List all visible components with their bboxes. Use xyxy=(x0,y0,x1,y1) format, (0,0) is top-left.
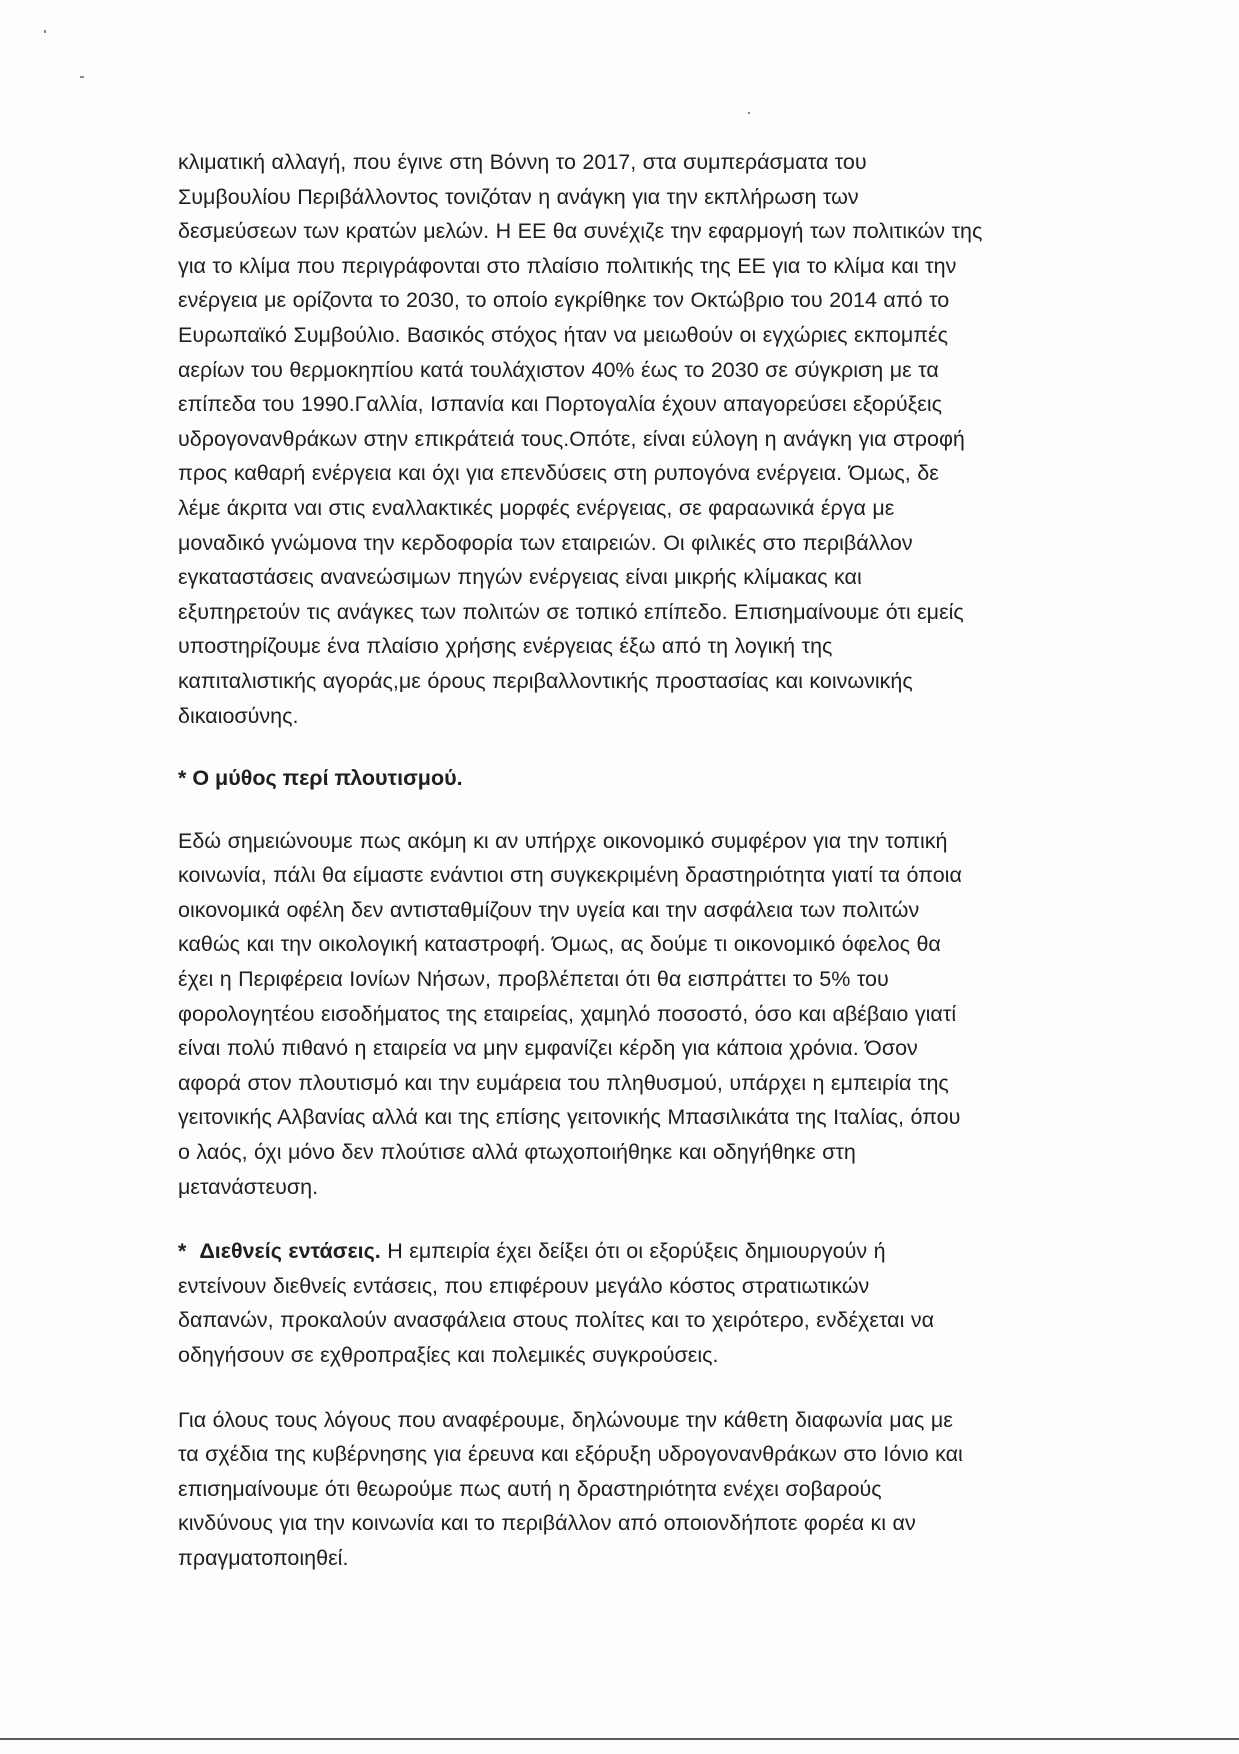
text-line: επισημαίνουμε ότι θεωρούμε πως αυτή η δραστηριότητα ενέχει σοβαρούς xyxy=(178,1476,882,1501)
text-line: μοναδικό γνώμονα την κερδοφορία των εταιρειών. Οι φιλικές στο περιβάλλον xyxy=(178,530,913,555)
text-line: Ευρωπαϊκό Συμβούλιο. Βασικός στόχος ήταν να μειωθούν οι εγχώριες εκπομπές xyxy=(178,322,948,347)
text-line: προς καθαρή ενέργεια και όχι για επενδύσεις στη ρυπογόνα ενέργεια. Όμως, δε xyxy=(178,461,939,486)
text-line: καπιταλιστικής αγοράς,με όρους περιβαλλοντικής προστασίας και κοινωνικής xyxy=(178,668,913,693)
text-line: υδρογονανθράκων στην επικράτειά τους.Οπότε, είναι εύλογη η ανάγκη για στροφή xyxy=(178,426,965,451)
text-line: δικαιοσύνης. xyxy=(178,703,299,728)
text-line: κοινωνία, πάλι θα είμαστε ενάντιοι στη συγκεκριμένη δραστηριότητα γιατί τα όποια xyxy=(178,863,962,888)
text-line: Συμβουλίου Περιβάλλοντος τονιζόταν η ανάγκη για την εκπλήρωση των xyxy=(178,184,859,209)
text-line: δαπανών, προκαλούν ανασφάλεια στους πολίτες και το χειρότερο, ενδέχεται να xyxy=(178,1308,935,1333)
tensions-first-line: Η εμπειρία έχει δείξει ότι οι εξορύξεις δημιουργούν ή xyxy=(380,1239,886,1264)
document-body xyxy=(178,145,1058,1576)
text-line: οδηγήσουν σε εχθροπραξίες και πολεμικές συγκρούσεις. xyxy=(178,1343,719,1367)
scan-bottom-edge xyxy=(0,1738,1239,1740)
text-line: εξυπηρετούν τις ανάγκες των πολιτών σε τοπικό επίπεδο. Επισημαίνουμε ότι εμείς xyxy=(178,599,964,624)
paragraph-myth-of-wealth xyxy=(178,824,1058,1205)
text-line: εντείνουν διεθνείς εντάσεις, που επιφέρουν μεγάλο κόστος στρατιωτικών xyxy=(178,1273,870,1298)
text-line: καθώς και την οικολογική καταστροφή. Όμως, ας δούμε τι οικονομικό όφελος θα xyxy=(178,932,941,957)
text-line: οικονομικά οφέλη δεν αντισταθμίζουν την υγεία και την ασφάλεια των πολιτών xyxy=(178,897,920,922)
text-line: κλιματική αλλαγή, που έγινε στη Βόννη το 2017, στα συμπεράσματα του xyxy=(178,150,867,174)
tensions-title: Διεθνείς εντάσεις. xyxy=(199,1239,381,1264)
text-line: αερίων του θερμοκηπίου κατά τουλάχιστον 40% έως το 2030 σε σύγκριση με τα xyxy=(178,357,939,382)
heading-myth-of-wealth: * Ο μύθος περί πλουτισμού. xyxy=(178,766,463,791)
text-line xyxy=(178,1234,1058,1269)
text-line: υποστηρίζουμε ένα πλαίσιο χρήσης ενέργειας έξω από τη λογική της xyxy=(178,634,833,659)
text-line: αφορά στον πλουτισμό και την ευμάρεια του πληθυσμού, υπάρχει η εμπειρία της xyxy=(178,1070,949,1095)
text-line: επίπεδα του 1990.Γαλλία, Ισπανία και Πορτογαλία έχουν απαγορεύσει εξορύξεις xyxy=(178,392,942,417)
bullet-marker: * xyxy=(178,1239,187,1264)
text-line: λέμε άκριτα ναι στις εναλλακτικές μορφές ενέργειας, σε φαραωνικά έργα με xyxy=(178,495,895,520)
text-line: Για όλους τους λόγους που αναφέρουμε, δηλώνουμε την κάθετη διαφωνία μας με xyxy=(178,1407,953,1432)
text-line: Εδώ σημειώνουμε πως ακόμη κι αν υπήρχε οικονομικό συμφέρον για την τοπική xyxy=(178,828,948,853)
text-line: γειτονικής Αλβανίας αλλά και της επίσης γειτονικής Μπασιλικάτα της Ιταλίας, όπου xyxy=(178,1105,961,1130)
text-line: δεσμεύσεων των κρατών μελών. Η ΕΕ θα συνέχιζε την εφαρμογή των πολιτικών της xyxy=(178,219,983,244)
text-line: φορολογητέου εισοδήματος της εταιρείας, χαμηλό ποσοστό, όσο και αβέβαιο γιατί xyxy=(178,1001,957,1026)
scan-speck-right xyxy=(748,112,750,114)
paragraph-conclusion xyxy=(178,1403,1058,1576)
text-line: τα σχέδια της κυβέρνησης για έρευνα και εξόρυξη υδρογονανθράκων στο Ιόνιο και xyxy=(178,1442,963,1467)
text-line: έχει η Περιφέρεια Ιονίων Νήσων, προβλέπεται ότι θα εισπράττει το 5% του xyxy=(178,967,889,992)
text-line: ο λαός, όχι μόνο δεν πλούτισε αλλά φτωχοποιήθηκε και οδηγήθηκε στη xyxy=(178,1140,856,1165)
text-line: είναι πολύ πιθανό η εταιρεία να μην εμφανίζει κέρδη για κάποια χρόνια. Όσον xyxy=(178,1036,918,1061)
paragraph-international-tensions xyxy=(178,1234,1058,1372)
text-line: ενέργεια με ορίζοντα το 2030, το οποίο εγκρίθηκε τον Οκτώβριο του 2014 από το xyxy=(178,288,950,313)
text-line: για το κλίμα που περιγράφονται στο πλαίσιο πολιτικής της ΕΕ για το κλίμα και την xyxy=(178,253,957,278)
text-line: εγκαταστάσεις ανανεώσιμων πηγών ενέργειας είναι μικρής κλίμακας και xyxy=(178,565,862,590)
text-line: μετανάστευση. xyxy=(178,1174,319,1199)
scan-speck-top xyxy=(44,30,46,33)
text-line: κινδύνους για την κοινωνία και το περιβάλλον από οποιονδήποτε φορέα κι αν xyxy=(178,1511,916,1536)
text-line: πραγματοποιηθεί. xyxy=(178,1545,349,1570)
scan-speck-left xyxy=(80,76,84,78)
paragraph-climate-policy xyxy=(178,145,1058,733)
